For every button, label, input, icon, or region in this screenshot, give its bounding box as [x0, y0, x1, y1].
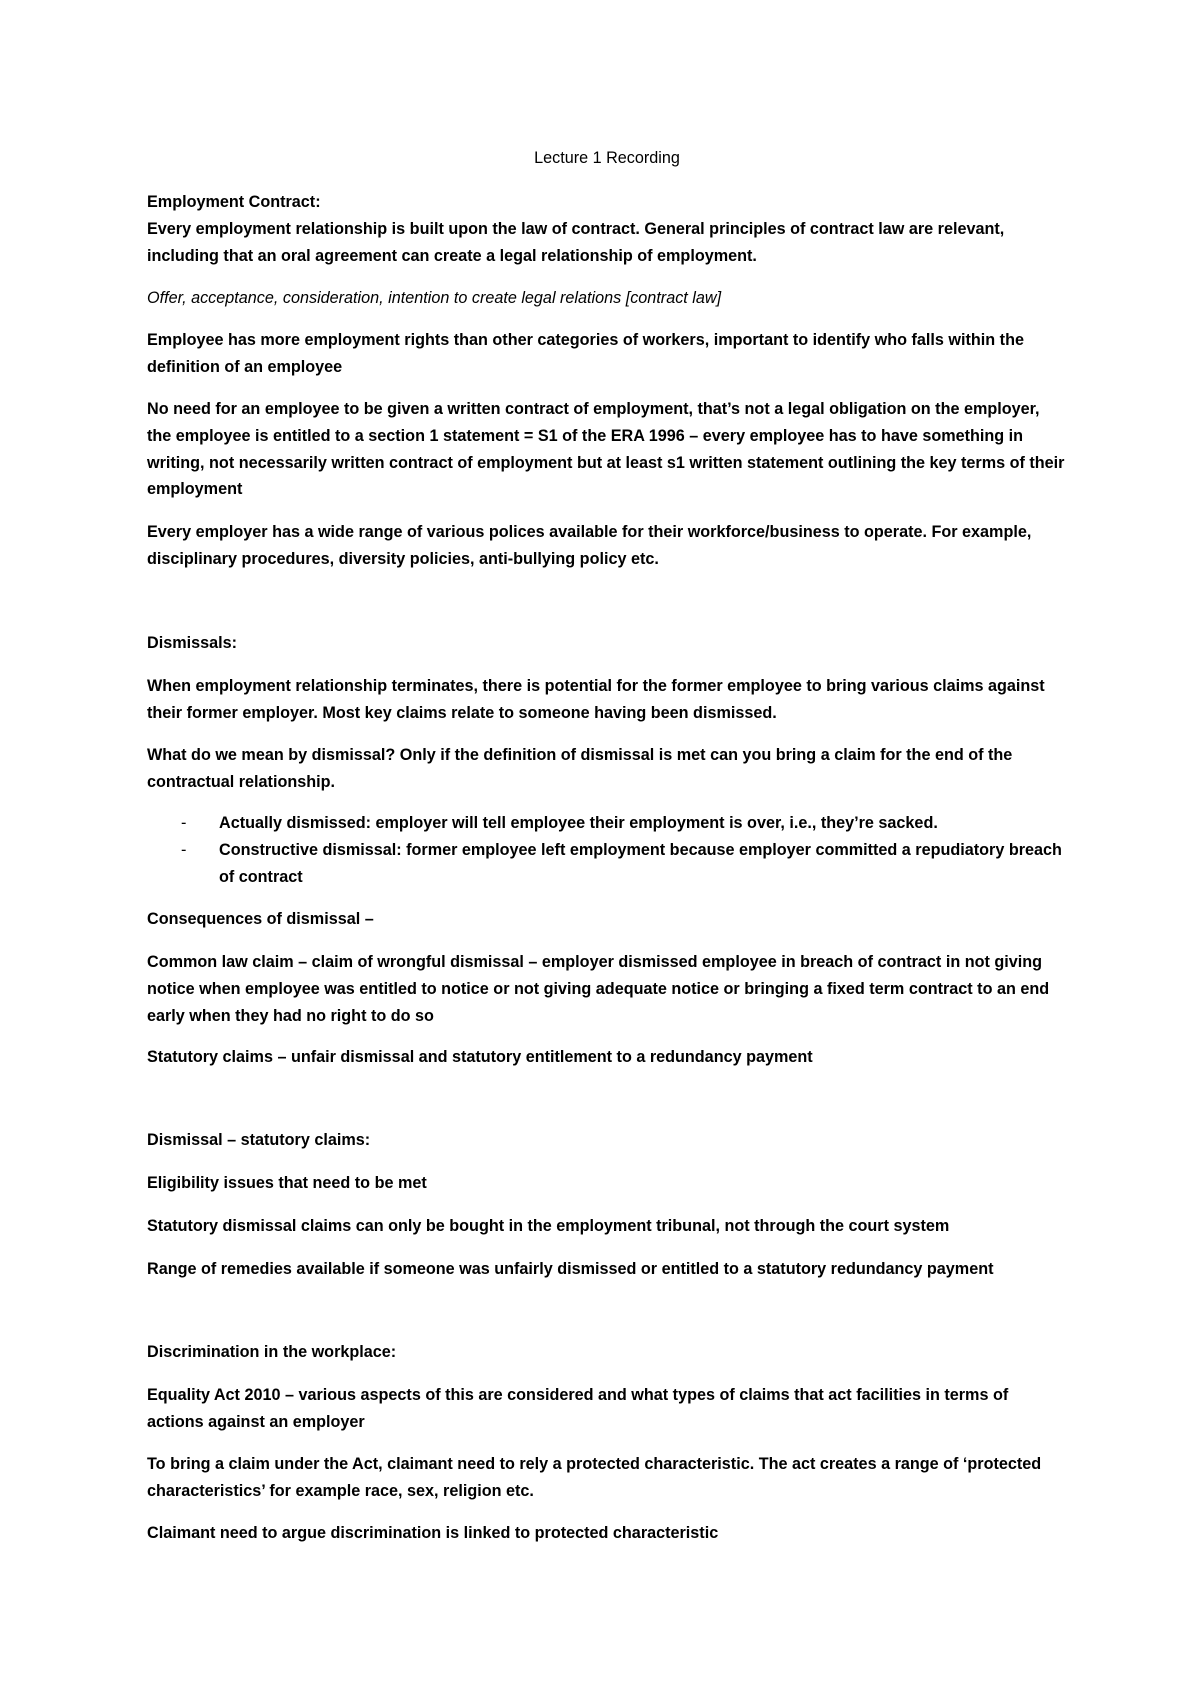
consequences-heading: Consequences of dismissal – — [147, 910, 374, 928]
dismissal-meaning-paragraph: What do we mean by dismissal? Only if the definition of dismissal is met can you bring a claim for the end of the contractual relationship. — [147, 746, 1013, 791]
dismissals-intro: When employment relationship terminates, there is potential for the former employee to bring various claims against their former employer. Most key claims relate to someone having been dismissed. — [147, 677, 1045, 722]
discrimination-heading: Discrimination in the workplace: — [147, 1343, 397, 1361]
statutory-claims-heading: Dismissal – statutory claims: — [147, 1131, 371, 1149]
bullet-text: Constructive dismissal: former employee left employment because employer committed a repudiatory breach of contract — [219, 841, 1062, 886]
document-title: Lecture 1 Recording — [534, 149, 680, 167]
employee-rights-paragraph: Employee has more employment rights than other categories of workers, important to identify who falls within the definition of an employee — [147, 331, 1024, 376]
bullet-dash: - — [181, 841, 187, 859]
employment-contract-intro: Every employment relationship is built upon the law of contract. General principles of contract law are relevant, including that an oral agreement can create a legal relationship of employment. — [147, 220, 1005, 265]
protected-characteristic-paragraph: To bring a claim under the Act, claimant need to rely a protected characteristic. The act creates a range of ‘protected characteristics’ for example race, sex, religion etc. — [147, 1455, 1042, 1500]
contract-law-note: Offer, acceptance, consideration, intention to create legal relations [contract law] — [147, 289, 722, 307]
claimant-argument-paragraph: Claimant need to argue discrimination is linked to protected characteristic — [147, 1524, 719, 1542]
common-law-claim-paragraph: Common law claim – claim of wrongful dismissal – employer dismissed employee in breach of contract in not giving notice when employee was entitled to notice or not giving adequate notice or bringing a fixed term contract to an end early when they had no right to do so — [147, 953, 1050, 1025]
employment-contract-heading: Employment Contract: — [147, 193, 321, 211]
bullet-dash: - — [181, 814, 187, 832]
bullet-text: Actually dismissed: employer will tell employee their employment is over, i.e., they’re sacked. — [219, 814, 938, 832]
eligibility-paragraph: Eligibility issues that need to be met — [147, 1174, 427, 1192]
employer-policies-paragraph: Every employer has a wide range of various polices available for their workforce/business to operate. For example, disciplinary procedures, diversity policies, anti-bullying policy etc. — [147, 523, 1032, 568]
tribunal-paragraph: Statutory dismissal claims can only be bought in the employment tribunal, not through the court system — [147, 1217, 950, 1235]
statutory-claims-paragraph: Statutory claims – unfair dismissal and statutory entitlement to a redundancy payment — [147, 1048, 813, 1066]
remedies-paragraph: Range of remedies available if someone was unfairly dismissed or entitled to a statutory redundancy payment — [147, 1260, 994, 1278]
written-contract-paragraph: No need for an employee to be given a written contract of employment, that’s not a legal obligation on the employer, the employee is entitled to a section 1 statement = S1 of the ERA 1996 – every employee has to have something in writing, not necessarily written contract of employment but at least s1 written statement outlining the key terms of their employment — [147, 400, 1065, 499]
dismissals-heading: Dismissals: — [147, 634, 237, 652]
equality-act-paragraph: Equality Act 2010 – various aspects of this are considered and what types of claims that act facilities in terms of actions against an employer — [147, 1386, 1009, 1431]
